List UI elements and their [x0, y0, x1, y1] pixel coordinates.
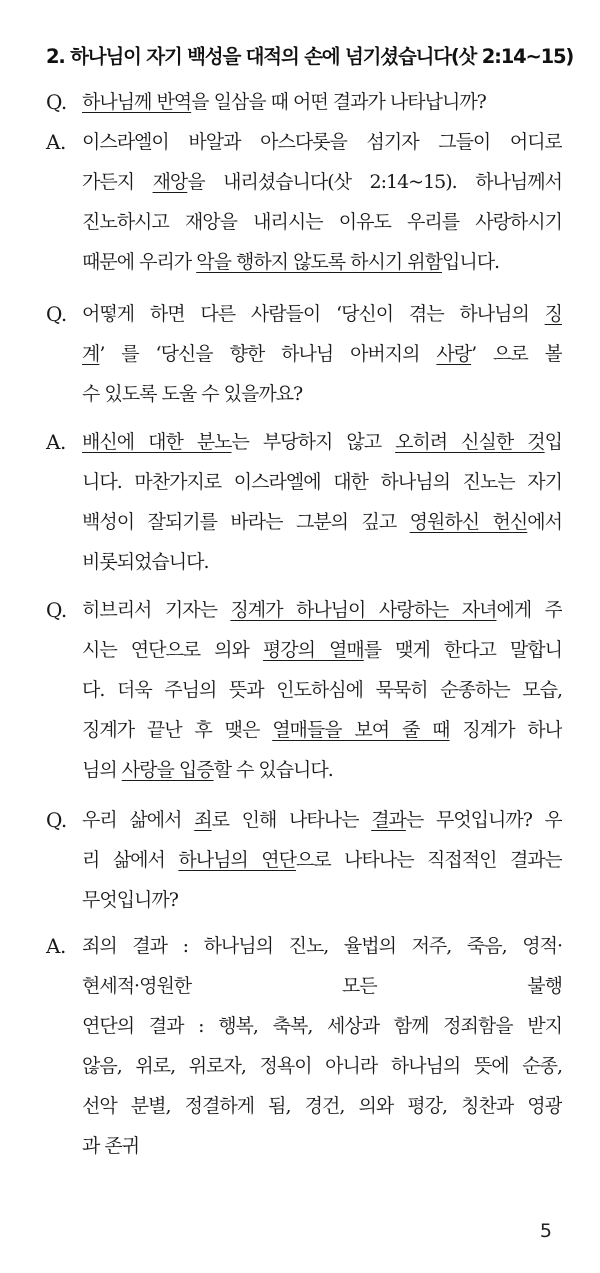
- text-segment: 시는 연단으로 의와: [82, 639, 263, 661]
- qa-block: [46, 590, 562, 790]
- underlined-phrase: 징계가 하나님이 사랑하는 자녀: [230, 599, 497, 621]
- text-segment: 비롯되었습니다.: [82, 551, 209, 573]
- text-line: [82, 334, 562, 374]
- underlined-phrase: 죄: [194, 809, 212, 831]
- text-segment: 다. 더욱 주님의 뜻과 인도하심에 묵묵히 순종하는 모습,: [82, 679, 562, 701]
- text-segment: 할 수 있습니다.: [213, 759, 333, 781]
- text-line: [82, 966, 562, 1006]
- text-line: [82, 374, 562, 414]
- underlined-phrase: 사랑: [436, 343, 472, 365]
- text-segment: 어떻게 하면 다른 사람들이 ‘당신이 겪는 하나님의: [82, 303, 545, 325]
- underlined-phrase: 결과: [371, 809, 406, 831]
- text-segment: 징계가 하나: [449, 719, 562, 741]
- text-line: [82, 162, 562, 202]
- question-marker: Q.: [46, 808, 67, 832]
- text-line: [82, 710, 562, 750]
- question-marker: Q.: [46, 302, 67, 326]
- text-line: [82, 590, 562, 630]
- text-segment: 입: [544, 431, 562, 453]
- text-segment: 을 내리셨습니다(삿 2:14~15). 하나님께서: [187, 171, 562, 193]
- text-segment: 로 인해 나타나는: [211, 809, 372, 831]
- question-marker: Q.: [46, 598, 67, 622]
- text-segment: 선악 분별, 정결하게 됨, 경건, 의와 평강, 칭찬과 영광: [82, 1095, 562, 1117]
- text-line: [82, 82, 562, 122]
- text-segment: 우리 삶에서: [82, 809, 195, 831]
- underlined-phrase: 오히려 신실한 것: [395, 431, 545, 453]
- underlined-phrase: 배신에 대한 분노: [82, 431, 232, 453]
- underlined-phrase: 하나님의 연단: [178, 849, 296, 871]
- text-segment: 에게 주: [496, 599, 562, 621]
- qa-block: [46, 122, 562, 282]
- underlined-phrase: 하나님께 반역: [82, 91, 192, 113]
- text-line: [82, 422, 562, 462]
- underlined-phrase: 재앙: [152, 171, 188, 193]
- text-segment: 진노하시고 재앙을 내리시는 이유도 우리를 사랑하시기: [82, 211, 562, 233]
- qa-block: [46, 926, 562, 1166]
- underlined-phrase: 평강의 열매: [262, 639, 364, 661]
- text-line: [82, 800, 562, 840]
- text-line: [82, 502, 562, 542]
- text-segment: 으로 나타나는 직접적인 결과는: [295, 849, 562, 871]
- text-line: [82, 926, 562, 966]
- qa-block: [46, 294, 562, 414]
- question-marker: Q.: [46, 90, 67, 114]
- answer-marker: A.: [46, 430, 66, 454]
- text-line: [82, 1006, 562, 1046]
- text-segment: 을 일삼을 때 어떤 결과가 나타납니까?: [191, 91, 486, 113]
- text-segment: 님의: [82, 759, 122, 781]
- text-segment: 는 무엇입니까? 우: [405, 809, 562, 831]
- underlined-phrase: 사랑을 입증: [121, 759, 214, 781]
- text-segment: ’ 를 ‘당신을 향한 하나님 아버지의: [99, 343, 437, 365]
- text-segment: 않음, 위로, 위로자, 정욕이 아니라 하나님의 뜻에 순종,: [82, 1055, 562, 1077]
- text-line: [82, 122, 562, 162]
- text-segment: 히브리서 기자는: [82, 599, 231, 621]
- text-segment: 이스라엘이 바알과 아스다롯을 섬기자 그들이 어디로: [82, 131, 562, 153]
- qa-block: [46, 82, 562, 122]
- text-line: [82, 1046, 562, 1086]
- qa-block: [46, 800, 562, 920]
- text-segment: 수 있도록 도울 수 있을까요?: [82, 383, 303, 405]
- underlined-phrase: 계: [82, 343, 100, 365]
- text-line: [82, 670, 562, 710]
- section-title: 2. 하나님이 자기 백성을 대적의 손에 넘기셨습니다(삿 2:14~15): [46, 45, 574, 68]
- page-number: 5: [539, 1220, 552, 1242]
- text-segment: 무엇입니까?: [82, 889, 178, 911]
- text-segment: 는 부당하지 않고: [231, 431, 396, 453]
- text-line: [82, 840, 562, 880]
- text-line: [82, 202, 562, 242]
- text-line: [82, 880, 562, 920]
- underlined-phrase: 악을 행하지 않도록 하시기 위함: [196, 251, 442, 273]
- text-segment: 입니다.: [441, 251, 500, 273]
- text-segment: 과 존귀: [82, 1135, 140, 1157]
- text-segment: 연단의 결과 : 행복, 축복, 세상과 함께 정죄함을 받지: [82, 1015, 562, 1037]
- text-segment: 현세적·영원한 모든 불행: [82, 975, 562, 997]
- text-segment: 징계가 끝난 후 맺은: [82, 719, 273, 741]
- text-line: [82, 294, 562, 334]
- text-line: [82, 542, 562, 582]
- underlined-phrase: 열매들을 보여 줄 때: [272, 719, 450, 741]
- text-segment: 리 삶에서: [82, 849, 179, 871]
- text-segment: 백성이 잘되기를 바라는 그분의 깊고: [82, 511, 410, 533]
- text-segment: 가든지: [82, 171, 153, 193]
- underlined-phrase: 징: [544, 303, 562, 325]
- text-segment: 에서: [527, 511, 562, 533]
- text-segment: ’ 으로 볼: [471, 343, 562, 365]
- text-segment: 때문에 우리가: [82, 251, 197, 273]
- text-line: [82, 750, 562, 790]
- text-segment: 를 맺게 한다고 말합니: [363, 639, 562, 661]
- answer-marker: A.: [46, 934, 66, 958]
- underlined-phrase: 영원하신 헌신: [409, 511, 528, 533]
- text-line: [82, 242, 562, 282]
- text-line: [82, 1086, 562, 1126]
- text-segment: 니다. 마찬가지로 이스라엘에 대한 하나님의 진노는 자기: [82, 471, 562, 493]
- qa-block: [46, 422, 562, 582]
- answer-marker: A.: [46, 130, 66, 154]
- text-segment: 죄의 결과 : 하나님의 진노, 율법의 저주, 죽음, 영적·: [82, 935, 562, 957]
- text-line: [82, 462, 562, 502]
- text-line: [82, 630, 562, 670]
- text-line: [82, 1126, 562, 1166]
